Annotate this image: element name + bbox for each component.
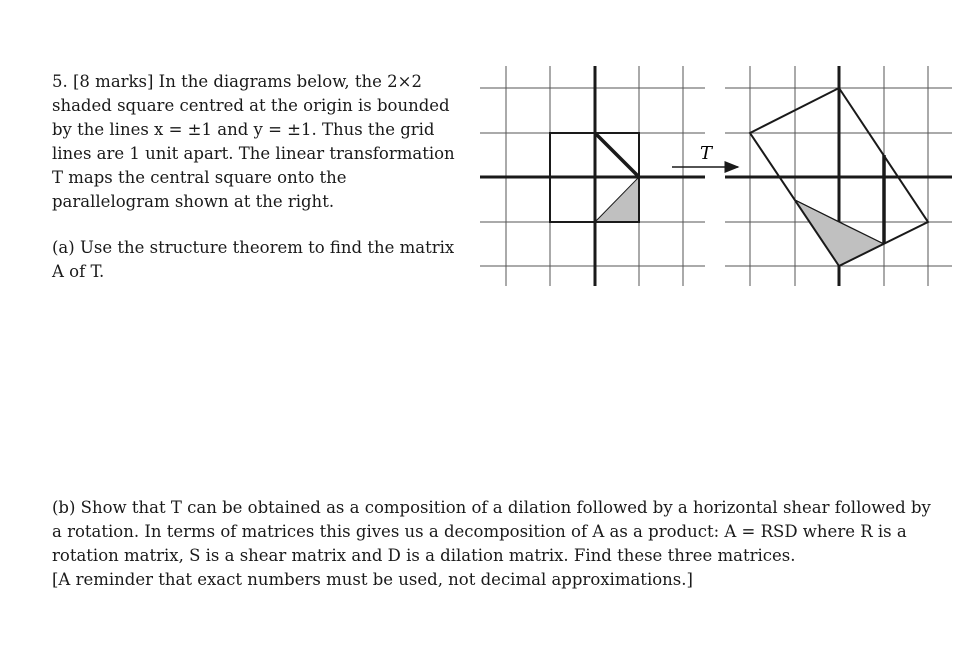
part-a-line: (a) Use the structure theorem to find the matrix	[52, 238, 455, 257]
part-b-line: rotation matrix, S is a shear matrix and D is a dilation matrix. Find these three matrices.	[52, 546, 796, 565]
arrow-label: T	[699, 143, 713, 164]
transformation-diagram	[470, 55, 960, 305]
question-part-b	[52, 496, 967, 592]
part-b-line: (b) Show that T can be obtained as a composition of a dilation followed by a horizontal shear followed by	[52, 498, 931, 517]
part-b-line: [A reminder that exact numbers must be used, not decimal approximations.]	[52, 570, 693, 589]
left-shaded-triangle	[595, 177, 639, 222]
intro-line: lines are 1 unit apart. The linear transformation	[52, 144, 455, 163]
intro-line: by the lines x = ±1 and y = ±1. Thus the grid	[52, 120, 435, 139]
question-intro	[52, 70, 472, 214]
intro-line: 5. [8 marks] In the diagrams below, the 2×2	[52, 72, 422, 91]
left-diagonal-segment	[595, 133, 639, 177]
intro-line: shaded square centred at the origin is bounded	[52, 96, 450, 115]
part-a-line: A of T.	[52, 262, 105, 281]
left-axes	[480, 66, 705, 286]
question-part-a	[52, 236, 472, 284]
part-b-line: a rotation. In terms of matrices this gives us a decomposition of A as a product: A = RSD where R is a	[52, 522, 907, 541]
intro-line: parallelogram shown at the right.	[52, 192, 335, 211]
intro-line: T maps the central square onto the	[52, 168, 347, 187]
